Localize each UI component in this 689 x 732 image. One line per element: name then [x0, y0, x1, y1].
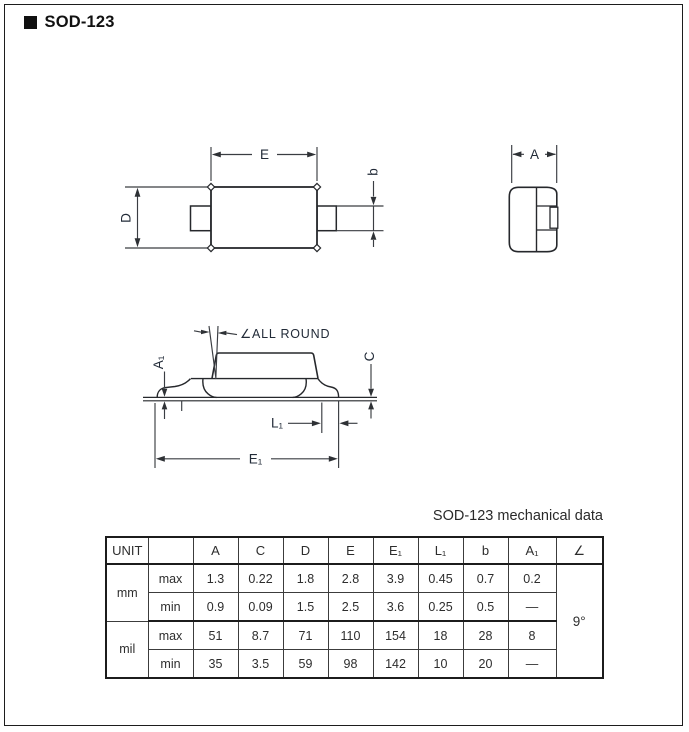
side-view-body: [212, 353, 318, 378]
header-b: b: [463, 537, 508, 564]
top-view-right-lead: [317, 206, 336, 231]
value-cell: 0.2: [508, 564, 556, 593]
header-A1: A₁: [508, 537, 556, 564]
value-cell: 3.9: [373, 564, 418, 593]
value-cell: 1.3: [193, 564, 238, 593]
value-cell: 110: [328, 621, 373, 650]
end-view-drawing: [509, 145, 558, 252]
all-round-note: ∠ALL ROUND: [240, 327, 331, 341]
dim-label-d: D: [118, 213, 134, 223]
value-cell: 35: [193, 650, 238, 679]
value-cell: 0.22: [238, 564, 283, 593]
value-cell: 51: [193, 621, 238, 650]
value-cell: 0.9: [193, 593, 238, 622]
value-cell: 2.5: [328, 593, 373, 622]
value-cell: 20: [463, 650, 508, 679]
value-cell: 142: [373, 650, 418, 679]
value-cell: 8.7: [238, 621, 283, 650]
dim-label-l1: L₁: [270, 415, 284, 431]
value-cell: 71: [283, 621, 328, 650]
value-cell: 2.8: [328, 564, 373, 593]
table-row-mil-max: [106, 621, 603, 650]
value-cell: 0.25: [418, 593, 463, 622]
end-view-lead: [550, 207, 558, 228]
value-cell: 10: [418, 650, 463, 679]
unit-mil: mil: [106, 621, 148, 678]
value-cell: 0.7: [463, 564, 508, 593]
angle-value-cell: 9°: [556, 564, 603, 678]
table-row-mm-min: [106, 593, 603, 622]
dim-label-b: b: [365, 168, 381, 176]
page-title: SOD-123: [44, 13, 115, 31]
header-limit: [148, 537, 193, 564]
value-cell: 0.5: [463, 593, 508, 622]
dim-label-e: E: [259, 147, 270, 162]
header-L1: L₁: [418, 537, 463, 564]
header-A: A: [193, 537, 238, 564]
top-view-body: [211, 187, 317, 248]
value-cell: 0.09: [238, 593, 283, 622]
top-view-drawing: [119, 147, 384, 252]
value-cell: 98: [328, 650, 373, 679]
value-cell: 28: [463, 621, 508, 650]
unit-mm: mm: [106, 564, 148, 621]
value-cell: 0.45: [418, 564, 463, 593]
value-cell: 3.6: [373, 593, 418, 622]
value-cell: 1.5: [283, 593, 328, 622]
dim-label-c: C: [362, 351, 377, 362]
table-caption: SOD-123 mechanical data: [432, 508, 603, 524]
limit-cell: min: [148, 593, 193, 622]
value-cell: 1.8: [283, 564, 328, 593]
value-cell: 3.5: [238, 650, 283, 679]
top-view-left-lead: [191, 206, 212, 231]
header-E1: E₁: [373, 537, 418, 564]
value-cell: 59: [283, 650, 328, 679]
table-header-row: [106, 537, 603, 564]
limit-cell: min: [148, 650, 193, 679]
table-row-mil-min: [106, 650, 603, 679]
value-cell: 18: [418, 621, 463, 650]
side-view-drawing: [143, 326, 377, 468]
header-D: D: [283, 537, 328, 564]
value-cell: —: [508, 650, 556, 679]
header-E: E: [328, 537, 373, 564]
header-unit: UNIT: [106, 537, 148, 564]
mechanical-data-table: [105, 536, 604, 679]
header-angle: ∠: [556, 537, 603, 564]
table-row-mm-max: [106, 564, 603, 593]
dim-label-a: A: [529, 146, 540, 162]
dim-label-a1: A₁: [151, 355, 166, 370]
limit-cell: max: [148, 564, 193, 593]
value-cell: 154: [373, 621, 418, 650]
limit-cell: max: [148, 621, 193, 650]
value-cell: —: [508, 593, 556, 622]
header-C: C: [238, 537, 283, 564]
value-cell: 8: [508, 621, 556, 650]
dim-label-e1: E₁: [248, 451, 263, 467]
